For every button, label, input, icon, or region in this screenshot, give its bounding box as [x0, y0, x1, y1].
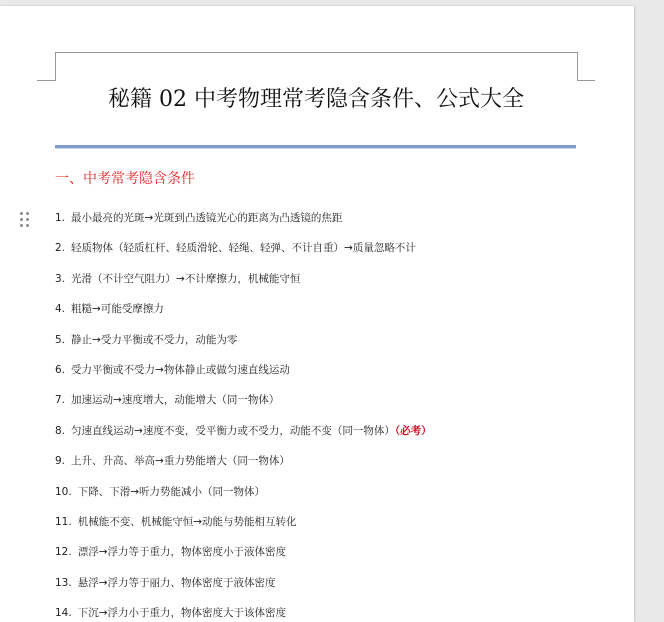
list-item-number: 13.: [55, 576, 72, 589]
list-item-text: 上升、升高、举高→重力势能增大（同一物体）: [71, 455, 290, 468]
list-item-text: 漂浮→浮力等于重力，物体密度小于液体密度: [77, 546, 287, 559]
list-item-number: 5.: [55, 333, 66, 346]
list-item: [55, 603, 615, 622]
list-item: [55, 482, 615, 512]
list-item: [55, 269, 615, 299]
list-item-number: 3.: [55, 272, 66, 285]
crop-mark-left: [37, 80, 55, 81]
must-test-tag: （必考）: [394, 424, 432, 437]
list-item: [55, 390, 615, 420]
drag-handle-icon[interactable]: [20, 212, 30, 228]
title-divider: [55, 145, 576, 149]
list-item: [55, 512, 615, 542]
list-item-number: 4.: [55, 303, 66, 316]
list-item-text: 受力平衡或不受力→物体静止或做匀速直线运动: [71, 363, 290, 376]
list-item-number: 10.: [55, 485, 72, 498]
list-item-text: 下降、下滑→听力势能减小（同一物体）: [77, 485, 266, 498]
page-title: 秘籍 02 中考物理常考隐含条件、公式大全: [108, 87, 524, 112]
list-item-number: 11.: [55, 515, 72, 528]
list-item-text: 匀速直线运动→速度不变，受平衡力或不受力，动能不变（同一物体）: [71, 424, 395, 437]
list-item-number: 1.: [55, 212, 66, 224]
list-item-text: 静止→受力平衡或不受力，动能为零: [71, 333, 238, 346]
list-item: [55, 299, 615, 329]
list-item: [55, 330, 615, 360]
list-item-number: 6.: [55, 363, 66, 376]
list-item-text: 机械能不变、机械能守恒→动能与势能相互转化: [77, 515, 297, 528]
list-item-text: 悬浮→浮力等于丽力、物体密度于液体密度: [77, 576, 276, 589]
list-item-number: 9.: [55, 455, 66, 468]
crop-mark-right: [577, 80, 595, 81]
condition-list: [55, 208, 615, 622]
list-item: [55, 451, 615, 481]
list-item-number: 14.: [55, 607, 72, 620]
list-item-text: 最小最亮的光斑→光斑到凸透镜光心的距离为凸透镜的焦距: [71, 212, 343, 224]
list-item-text: 轻质物体（轻质杠杆、轻质滑轮、轻绳、轻弹、不计自重）→质量忽略不计: [71, 242, 416, 255]
list-item: [55, 238, 615, 268]
list-item-number: 8.: [55, 424, 66, 437]
list-item-text: 粗糙→可能受摩擦力: [71, 303, 164, 316]
list-item-text: 下沉→浮力小于重力，物体密度大于该体密度: [77, 607, 287, 620]
section-heading: 一、中考常考隐含条件: [55, 171, 195, 187]
list-item: [55, 208, 615, 238]
header-frame: [55, 52, 578, 81]
list-item: [55, 421, 615, 451]
list-item-number: 12.: [55, 546, 72, 559]
list-item-text: 加速运动→速度增大，动能增大（同一物体）: [71, 394, 280, 407]
list-item: [55, 360, 615, 390]
list-item: [55, 542, 615, 572]
scrollbar-track[interactable]: [636, 0, 664, 622]
list-item-number: 7.: [55, 394, 66, 407]
list-item-number: 2.: [55, 242, 66, 255]
list-item: [55, 573, 615, 603]
list-item-text: 光滑（不计空气阻力）→不计摩擦力，机械能守恒: [71, 272, 301, 285]
